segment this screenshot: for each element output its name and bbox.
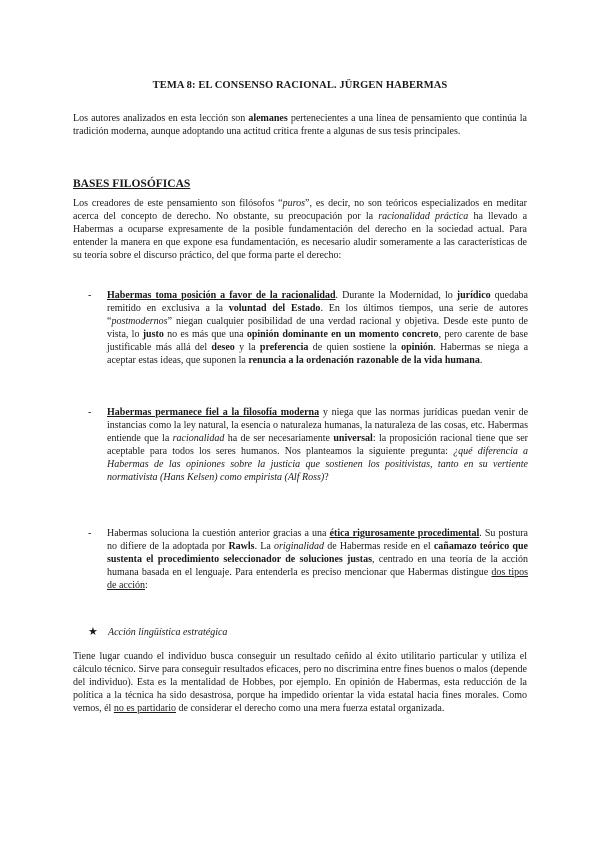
text-run: ” niegan cualquier posibilidad de una verdad racional y objetiva. Desde este punto de vista, lo <box>107 316 528 340</box>
text-run: ha llevado a Habermas a ocuparse expresamente de la posible fundamentación del derecho en la sociedad actual. Para entender la manera en que expone esa fundamentación, es necesario aludir someramente a las características de su teoría sobre el discurso práctico, del que forma parte el derecho: <box>73 211 528 261</box>
page-title: TEMA 8: EL CONSENSO RACIONAL. JÜRGEN HABERMAS <box>152 80 448 91</box>
bullet-item-filosofia-moderna <box>88 406 528 484</box>
text-run: de quien sostiene la <box>308 342 402 353</box>
text-run: quedaba remitido en exclusiva a la <box>107 290 528 314</box>
text-run: : <box>145 580 148 591</box>
bold-run: deseo <box>211 342 235 353</box>
text-run: ha de ser necesariamente <box>224 433 334 444</box>
text-run: ”, es decir, no son teóricos especializados en meditar acerca del concepto de derecho. No obstante, su preocupación por la <box>73 198 527 222</box>
italic-run: puros <box>282 198 306 209</box>
subheading-label: Acción lingüística estratégica <box>108 627 228 638</box>
text-run: Habermas soluciona la cuestión anterior gracias a una <box>107 528 330 539</box>
section-heading: BASES FILOSÓFICAS <box>73 178 191 190</box>
text-run: Los creadores de este pensamiento son filósofos “ <box>73 198 283 209</box>
text-run: , pero carente de base justificable más allá del <box>107 329 528 353</box>
underline-run: dos tipos de acción <box>107 567 528 591</box>
text-run: no es más que una <box>163 329 247 340</box>
text-run: de Habermas reside en el <box>324 541 434 552</box>
bold-run: preferencia <box>259 342 309 353</box>
bold-underline-run: Habermas permanece fiel a la filosofía moderna <box>107 407 320 418</box>
bold-run: renuncia a la ordenación razonable de la vida humana <box>248 355 480 366</box>
text-run: . Habermas se niega a aceptar estas ideas, que suponen la <box>107 342 529 366</box>
italic-run: racionalidad <box>172 433 225 444</box>
bold-run: cañamazo teórico que sustenta el procedimiento seleccionador de soluciones justas <box>107 541 528 565</box>
italic-run: postmodernos <box>111 316 168 327</box>
italic-run: racionalidad práctica <box>378 211 469 222</box>
text-run: de considerar el derecho como una mera fuerza estatal organizada. <box>176 703 445 714</box>
text-run: y la <box>234 342 260 353</box>
bold-run: Rawls <box>228 541 255 552</box>
bullet-text <box>107 289 528 367</box>
underline-run: no es partidario <box>113 703 177 714</box>
text-run: . En los últimos tiempos, una serie de autores “ <box>107 303 528 327</box>
intro-bold: alemanes <box>248 113 288 124</box>
intro-text: Los autores analizados en esta lección son <box>73 113 249 124</box>
intro-paragraph <box>73 112 527 138</box>
bullet-text <box>107 527 528 592</box>
text-run: Tiene lugar cuando el individuo busca conseguir un resultado ceñido al éxito utilitario particular y utiliza el cálculo técnico. Sirve para conseguir resultados eficaces, pero no discrimina entre fines buenos o malos (depende del individuo). Esta es la mentalidad de Hobbes, por ejemplo. En opinión de Habermas, esta reducción de la política a la técnica ha sido desastrosa, porque ha impedido orientar la vida estatal hacia fines morales. Como vemos, él <box>73 651 527 714</box>
bold-run: justo <box>142 329 164 340</box>
subheading-accion-estrategica <box>88 626 227 639</box>
text-run: . Durante la Modernidad, lo <box>335 290 457 301</box>
text-run: . <box>479 355 483 366</box>
paragraph-bases <box>73 197 527 262</box>
bold-run: opinión dominante en un momento concreto <box>246 329 439 340</box>
star-icon: ★ <box>88 626 98 638</box>
bold-run: universal <box>333 433 373 444</box>
text-run: , centrado en una teoría de la acción humana basada en el lenguaje. Para entenderla es preciso mencionar que Habermas distingue <box>107 554 528 578</box>
text-run: . La <box>254 541 275 552</box>
text-run: : la proposición racional tiene que ser aceptable para todos los seres humanos. Nos planteamos la siguiente pregunta: <box>107 433 528 457</box>
bold-underline-run: Habermas toma posición a favor de la racionalidad <box>107 290 336 301</box>
bold-run: jurídico <box>456 290 491 301</box>
bullet-dash: - <box>88 290 92 301</box>
paragraph-accion-estrategica <box>73 650 527 715</box>
bold-run: voluntad del Estado <box>228 303 321 314</box>
bullet-dash: - <box>88 407 92 418</box>
text-run: ? <box>324 472 329 483</box>
bold-run: opinión <box>401 342 434 353</box>
intro-text: pertenecientes a una línea de pensamiento que continúa la tradición moderna, aunque adoptando una actitud crítica frente a algunas de sus tesis principales. <box>73 113 527 137</box>
text-run: y niega que las normas jurídicas puedan venir de instancias como la ley natural, la esencia o naturaleza humanas, la naturaleza de las cosas, etc. Habermas entiende que la <box>107 407 529 444</box>
italic-run: originalidad <box>274 541 325 552</box>
bullet-item-etica-procedimental <box>88 527 528 592</box>
italic-run: ¿qué diferencia a Habermas de las opiniones sobre la justicia que sostienen los positivistas, tanto en su vertiente normativista (Hans Kelsen) como empirista (Alf Ross) <box>107 446 529 483</box>
bold-underline-run: ética rigurosamente procedimental <box>329 528 480 539</box>
bullet-text <box>107 406 528 484</box>
bullet-dash: - <box>88 528 92 539</box>
text-run: . Su postura no difiere de la adoptada por <box>107 528 528 552</box>
bullet-item-racionalidad <box>88 289 528 367</box>
